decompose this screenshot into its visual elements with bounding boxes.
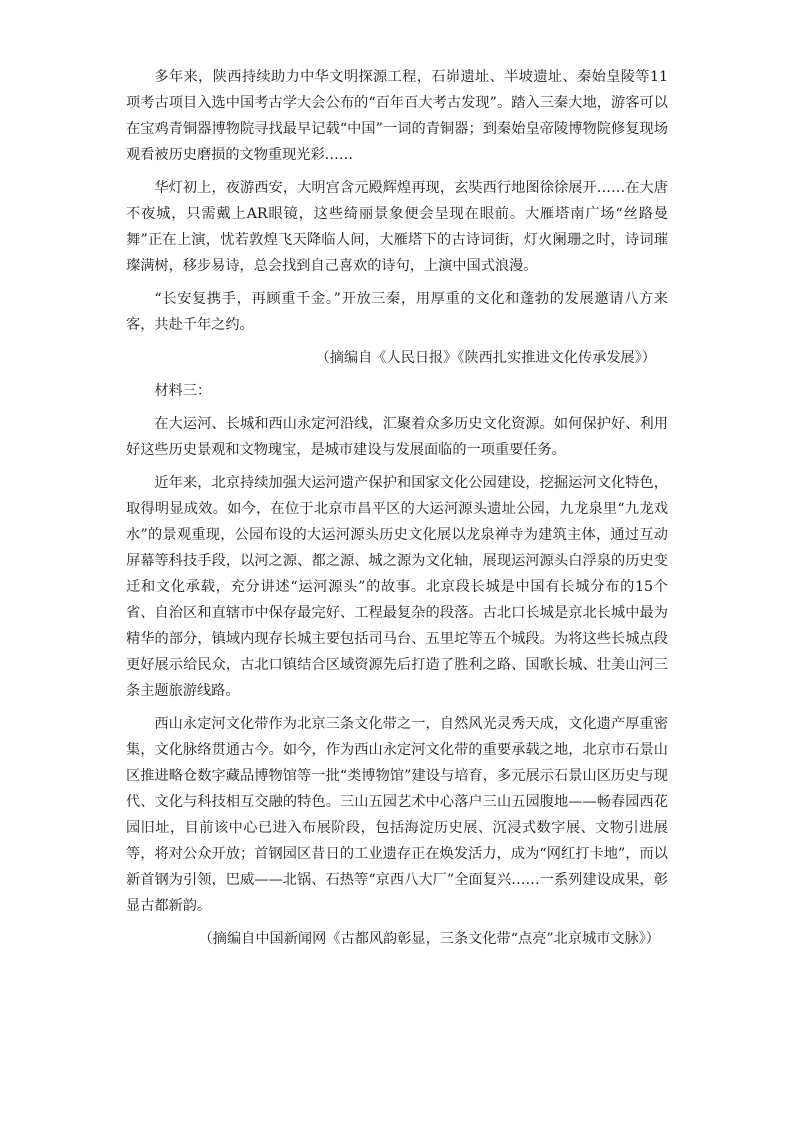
paragraph-xian-night-tour: 华灯初上，夜游西安，大明宫含元殿辉煌再现，玄奘西行地图徐徐展开……在大唐不夜城，只需戴上AR眼镜，这些绮丽景象便会呈现在眼前。大雁塔南广场“丝路曼舞”正在上演，忧若敦煌飞天降临人间，大雁塔下的古诗词街，灯火阑珊之时，诗词璀璨满树，移步易诗，总会找到自己喜欢的诗句，上演中国式浪漫。 [126, 180, 668, 274]
paragraph-shaanxi-archaeology: 多年来，陕西持续助力中华文明探源工程，石峁遗址、半坡遗址、秦始皇陵等11项考古项目入选中国考古学大会公布的“百年百大考古发现”。踏入三秦大地，游客可以在宝鸡青铜器博物院寻找最早记载“中国”一词的青铜器；到秦始皇帝陵博物院修复现场观看被历史磨损的文物重现光彩…… [126, 69, 668, 163]
paragraph-xishan-yongding-river: 西山永定河文化带作为北京三条文化带之一，自然风光灵秀天成，文化遗产厚重密集，文化脉络贯通古今。如今，作为西山永定河文化带的重要承载之地，北京市石景山区推进略仓数字藏品博物馆等一批“类博物馆”建设与培育，多元展示石景山区历史与现代、文化与科技相互交融的特色。三山五园艺术中心落户三山五园腹地——畅春园西花园旧址，目前该中心已进入布展阶段，包括海淀历史展、沉浸式数字展、文物引进展等，将对公众开放；首钢园区昔日的工业遗存正在焕发活力，成为“网红打卡地”，而以新首钢为引领，巴威——北锅、石热等“京西八大厂”全面复兴……一系列建设成果，彰显古都新韵。 [126, 716, 668, 914]
paragraph-heritage-task: 在大运河、长城和西山永定河沿线，汇聚着众多历史文化资源。如何保护好、利用好这些历史景观和文物瑰宝，是城市建设与发展面临的一项重要任务。 [126, 416, 668, 458]
source-citation-people-daily: （摘编自《人民日报》《陕西扎实推进文化传承发展》） [315, 350, 656, 366]
paragraph-changan-invitation: “长安复携手，再顾重千金。”开放三秦，用厚重的文化和蓬勃的发展邀请八方来客，共赴千年之约。 [126, 291, 668, 333]
document-body [126, 64, 668, 952]
source-citation-china-news: （摘编自中国新闻网《古都风韵彰显，三条文化带“点亮”北京城市文脉》） [198, 931, 660, 947]
paragraph-grand-canal-great-wall: 近年来，北京持续加强大运河遗产保护和国家文化公园建设，挖掘运河文化特色，取得明显成效。如今，在位于北京市昌平区的大运河源头遗址公园，九龙泉里“九龙戏水”的景观重现，公园布设的大运河源头历史文化展以龙泉禅寺为建筑主体，通过互动屏幕等科技手段，以河之源、都之源、城之源为文化轴，展现运河源头白浮泉的历史变迁和文化承载，充分讲述“运河源头”的故事。北京段长城是中国有长城分布的15个省、自治区和直辖市中保存最完好、工程最复杂的段落。古北口长城是京北长城中最为精华的部分，镇域内现存长城主要包括司马台、五里坨等五个城段。为将这些长城点段更好展示给民众，古北口镇结合区域资源先后打造了胜利之路、国歌长城、壮美山河三条主题旅游线路。 [126, 475, 668, 699]
material-three-heading: 材料三： [154, 383, 212, 399]
